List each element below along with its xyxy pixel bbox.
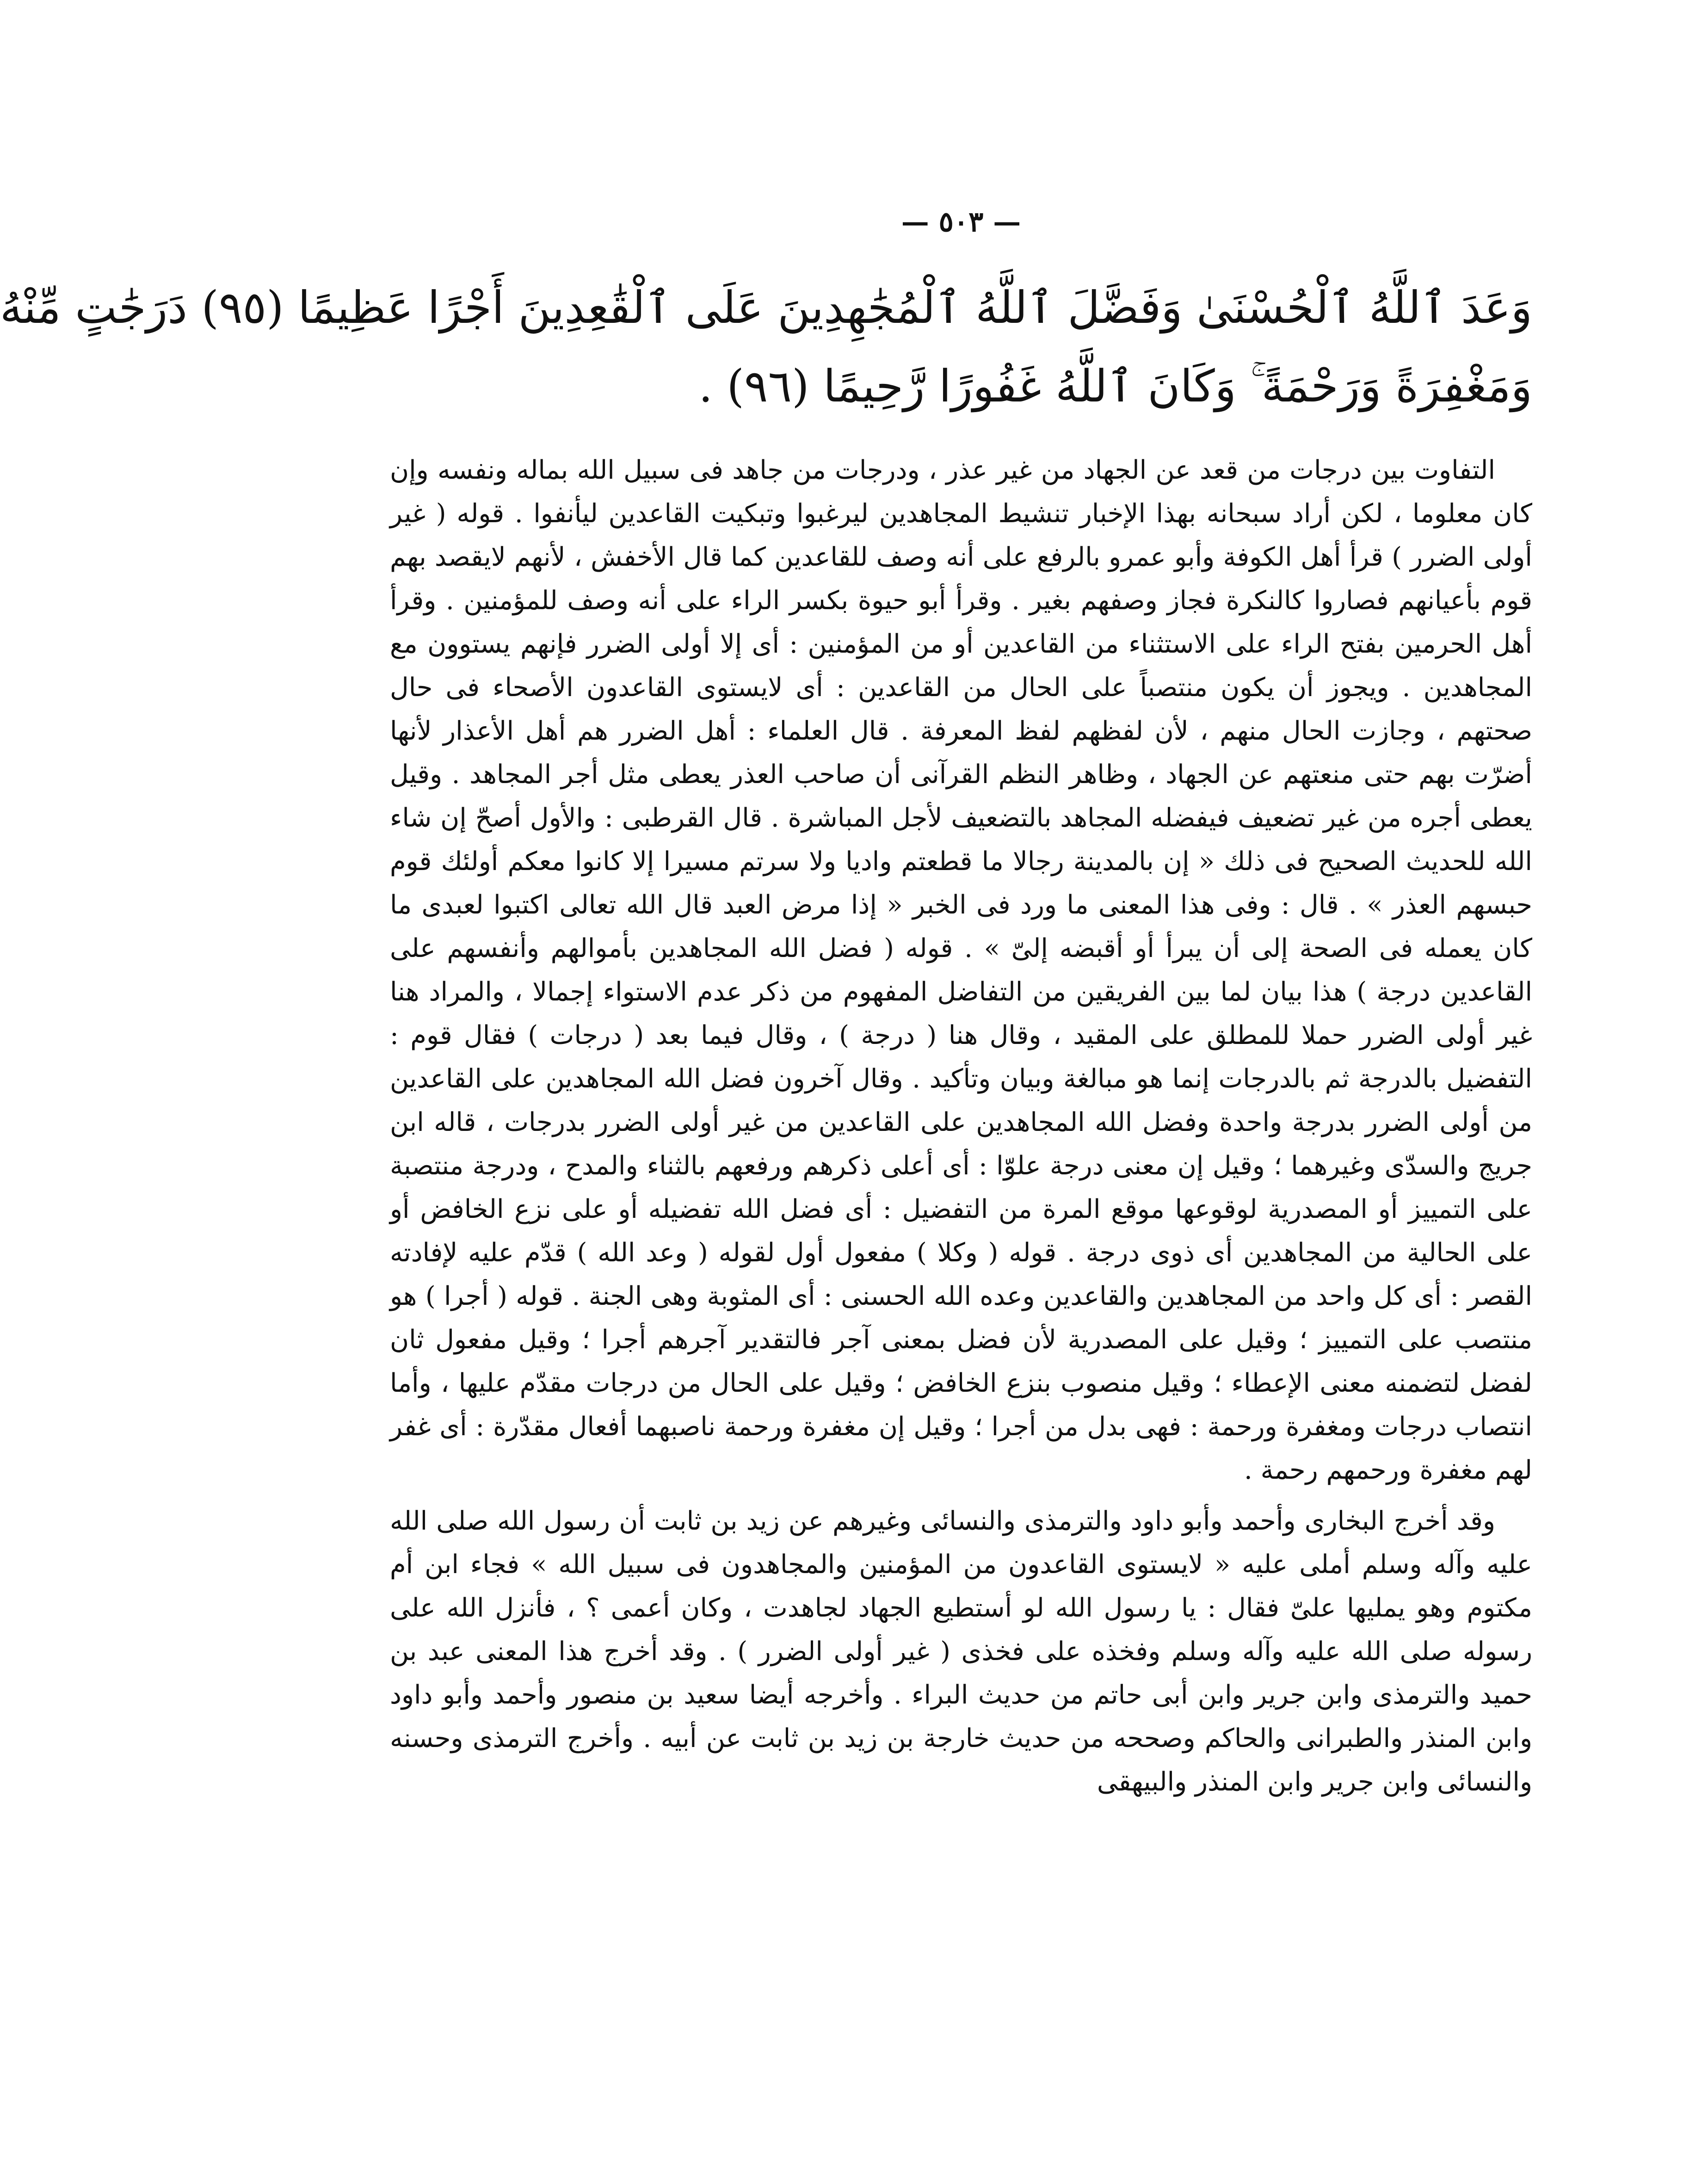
verse-line-2: وَمَغْفِرَةً وَرَحْمَةً ۚ وَكَانَ ٱللَّهُ غَفُورًا رَّحِيمًا (٩٦) . xyxy=(698,360,1532,412)
quran-verse xyxy=(0,268,1532,426)
commentary-text xyxy=(390,449,1532,2034)
commentary-paragraph-2: وقد أخرج البخارى وأحمد وأبو داود والترمذى والنسائى وغيرهم عن زيد بن ثابت أن رسول الله صلى الله عليه وآله وسلم أملى عليه « لايستوى القاعدون من المؤمنين والمجاهدون فى سبيل الله » فجاء ابن أم مكتوم وهو يمليها علىّ فقال : يا رسول الله لو أستطيع الجهاد لجاهدت ، وكان أعمى ؟ ، فأنزل الله على رسوله صلى الله عليه وآله وسلم وفخذه على فخذى ( غير أولى الضرر ) . وقد أخرج هذا المعنى عبد بن حميد والترمذى وابن جرير وابن أبى حاتم من حديث البراء . وأخرجه أيضا سعيد بن منصور وأحمد وأبو داود وابن المنذر والطبرانى والحاكم وصححه من حديث خارجة بن زيد بن ثابت عن أبيه . وأخرج الترمذى وحسنه والنسائى وابن جرير وابن المنذر والبيهقى xyxy=(390,1506,1532,1797)
commentary-paragraph-1: التفاوت بين درجات من قعد عن الجهاد من غير عذر ، ودرجات من جاهد فى سبيل الله بماله ونفسه وإن كان معلوما ، لكن أراد سبحانه بهذا الإخبار تنشيط المجاهدين ليرغبوا وتبكيت القاعدين ليأنفوا . قوله ( غير أولى الضرر ) قرأ أهل الكوفة وأبو عمرو بالرفع على أنه وصف للقاعدين كما قال الأخفش ، لأنهم لايقصد بهم قوم بأعيانهم فصاروا كالنكرة فجاز وصفهم بغير . وقرأ أبو حيوة بكسر الراء على أنه وصف للمؤمنين . وقرأ أهل الحرمين بفتح الراء على الاستثناء من القاعدين أو من المؤمنين : أى إلا أولى الضرر فإنهم يستوون مع المجاهدين . ويجوز أن يكون منتصباً على الحال من القاعدين : أى لايستوى القاعدون الأصحاء فى حال صحتهم ، وجازت الحال منهم ، لأن لفظهم لفظ المعرفة . قال العلماء : أهل الضرر هم أهل الأعذار لأنها أضرّت بهم حتى منعتهم عن الجهاد ، وظاهر النظم القرآنى أن صاحب العذر يعطى مثل أجر المجاهد . وقيل يعطى أجره من غير تضعيف فيفضله المجاهد بالتضعيف لأجل المباشرة . قال القرطبى : والأول أصحّ إن شاء الله للحديث الصحيح فى ذلك « إن بالمدينة رجالا ما قطعتم واديا ولا سرتم مسيرا إلا كانوا معكم أولئك قوم حبسهم العذر » . قال : وفى هذا المعنى ما ورد فى الخبر « إذا مرض العبد قال الله تعالى اكتبوا لعبدى ما كان يعمله فى الصحة إلى أن يبرأ أو أقبضه إلىّ » . قوله ( فضل الله المجاهدين بأموالهم وأنفسهم على القاعدين درجة ) هذا بيان لما بين الفريقين من التفاضل المفهوم من ذكر عدم الاستواء إجمالا ، والمراد هنا غير أولى الضرر حملا للمطلق على المقيد ، وقال هنا ( درجة ) ، وقال فيما بعد ( درجات ) فقال قوم : التفضيل بالدرجة ثم بالدرجات إنما هو مبالغة وبيان وتأكيد . وقال آخرون فضل الله المجاهدين على القاعدين من أولى الضرر بدرجة واحدة وفضل الله المجاهدين على القاعدين من غير أولى الضرر بدرجات ، قاله ابن جريج والسدّى وغيرهما ؛ وقيل إن معنى درجة علوّا : أى أعلى ذكرهم ورفعهم بالثناء والمدح ، ودرجة منتصبة على التمييز أو المصدرية لوقوعها موقع المرة من التفضيل : أى فضل الله تفضيله أو على نزع الخافض أو على الحالية من المجاهدين أى ذوى درجة . قوله ( وكلا ) مفعول أول لقوله ( وعد الله ) قدّم عليه لإفادته القصر : أى كل واحد من المجاهدين والقاعدين وعده الله الحسنى : أى المثوبة وهى الجنة . قوله ( أجرا ) هو منتصب على التمييز ؛ وقيل على المصدرية لأن فضل بمعنى آجر فالتقدير آجرهم أجرا ؛ وقيل مفعول ثان لفضل لتضمنه معنى الإعطاء ؛ وقيل منصوب بنزع الخافض ؛ وقيل على الحال من درجات مقدّم عليها ، وأما انتصاب درجات ومغفرة ورحمة : فهى بدل من أجرا ؛ وقيل إن مغفرة ورحمة ناصبهما أفعال مقدّرة : أى غفر لهم مغفرة ورحمهم رحمة . xyxy=(390,455,1533,1485)
verse-line-1: وَعَدَ ٱللَّهُ ٱلْحُسْنَىٰ وَفَضَّلَ ٱللَّهُ ٱلْمُجَٰهِدِينَ عَلَى ٱلْقَٰعِدِينَ أَجْرًا عَظِيمًا (٩٥) دَرَجَٰتٍ مِّنْهُ xyxy=(0,282,1532,333)
page-number: — ٥٠٣ — xyxy=(901,206,1021,238)
